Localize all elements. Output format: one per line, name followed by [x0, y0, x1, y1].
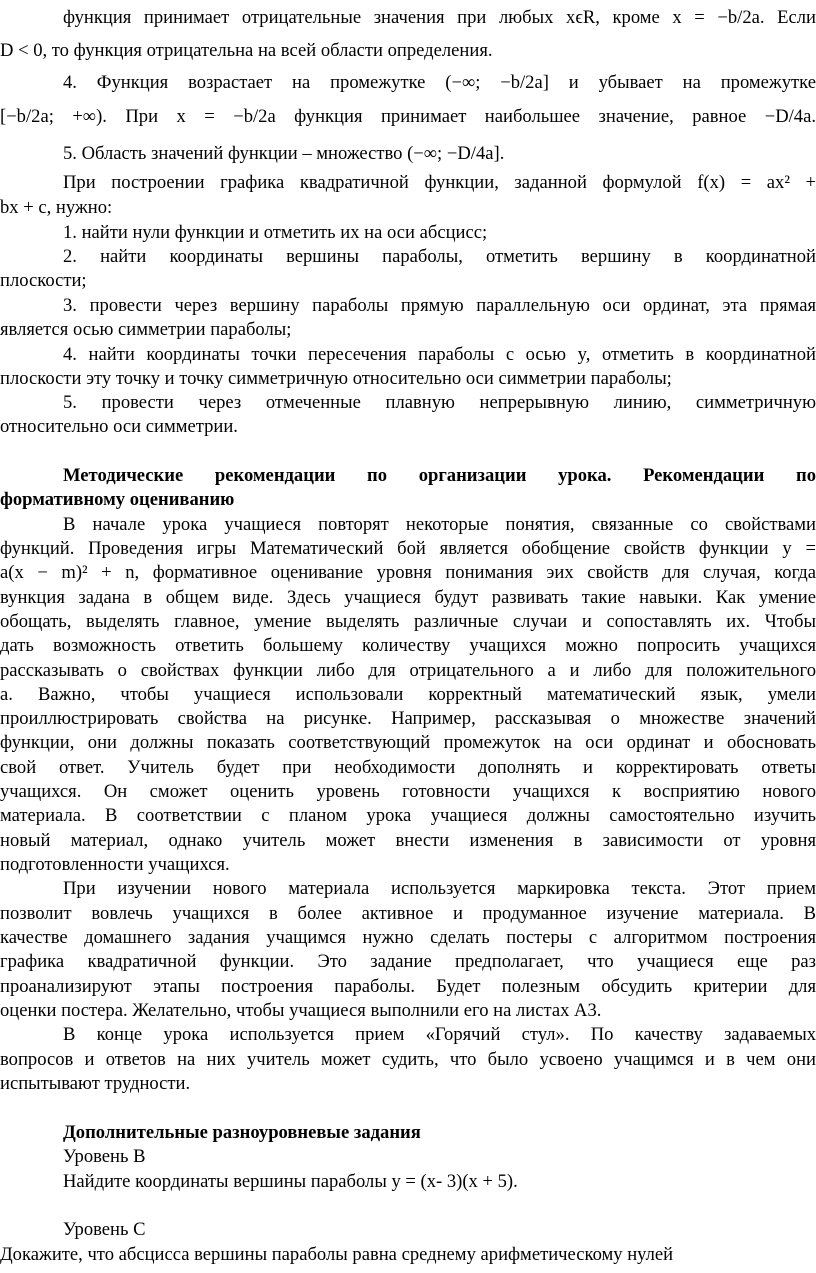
- paragraph-line: новый материал, однако учитель может внести изменения в зависимости от уровня: [0, 830, 816, 851]
- level-label: Уровень B: [63, 1146, 146, 1167]
- text-line: плоскости эту точку и точку симметричную относительно оси симметрии параболы;: [0, 368, 672, 389]
- list-item: 1. найти нули функции и отметить их на оси абсцисс;: [63, 222, 488, 243]
- paragraph-line: проанализируют этапы построения параболы. Будет полезным обсудить критерии для: [0, 976, 816, 997]
- paragraph-line: обощать, выделять главное, умение выделять различные случаи и сопоставлять их. Чтобы: [0, 611, 816, 632]
- paragraph-line: позволит вовлечь учащихся в более активное и продуманное изучение материала. В: [0, 903, 816, 924]
- paragraph-line: a(x − m)² + n, формативное оценивание уровня понимания эих свойств для случая, когда: [0, 562, 816, 583]
- text-line: 5. Область значений функции – множество (−∞; −D/4a].: [63, 143, 505, 164]
- paragraph-line: вункция задана в общем виде. Здесь учащиеся будут развивать такие навыки. Как умение: [0, 587, 816, 608]
- text-line: является осью симметрии параболы;: [0, 319, 292, 340]
- paragraph-line: В начале урока учащиеся повторят некоторые понятия, связанные со свойствами: [63, 514, 816, 535]
- list-item: 4. найти координаты точки пересечения параболы с осью y, отметить в координатной: [63, 344, 816, 365]
- paragraph-line: функции, они должны показать соответствующий промежуток на оси ординат и обосновать: [0, 732, 816, 753]
- paragraph-line: При изучении нового материала используется маркировка текста. Этот прием: [63, 878, 816, 899]
- text-line: [−b/2a; +∞). При x = −b/2a функция принимает наибольшее значение, равное −D/4a.: [0, 106, 816, 127]
- paragraph-line: В конце урока используется прием «Горячий стул». По качеству задаваемых: [63, 1024, 816, 1045]
- paragraph-line: испытывают трудности.: [0, 1073, 191, 1094]
- level-label: Уровень C: [63, 1219, 146, 1240]
- section-heading: формативному оцениванию: [0, 489, 235, 510]
- paragraph-line: вопросов и ответов на них учитель может судить, что было усвоено учащимся и в чем они: [0, 1049, 816, 1070]
- paragraph-line: a. Важно, чтобы учащиеся использовали корректный математический язык, умели: [0, 684, 816, 705]
- list-item: 3. провести через вершину параболы прямую параллельную оси ординат, эта прямая: [63, 295, 816, 316]
- text-line: При построении графика квадратичной функции, заданной формулой f(x) = ax² +: [63, 172, 816, 193]
- section-heading: Дополнительные разноуровневые задания: [63, 1122, 421, 1143]
- paragraph-line: свой ответ. Учитель будет при необходимости дополнять и корректировать ответы: [0, 757, 816, 778]
- paragraph-line: проиллюстрировать свойства на рисунке. Например, рассказывая о множестве значений: [0, 708, 816, 729]
- text-line: D < 0, то функция отрицательна на всей области определения.: [0, 40, 493, 61]
- paragraph-line: графика квадратичной функции. Это задание предполагает, что учащиеся еще раз: [0, 951, 816, 972]
- text-line: функция принимает отрицательные значения при любых xϵR, кроме x = −b/2a. Если: [63, 7, 816, 28]
- paragraph-line: материала. В соответствии с планом урока учащиеся должны самостоятельно изучить: [0, 805, 816, 826]
- paragraph-line: учащихся. Он сможет оценить уровень готовности учащихся к восприятию нового: [0, 781, 816, 802]
- list-item: 5. провести через отмеченные плавную непрерывную линию, симметричную: [63, 392, 816, 413]
- section-heading: Методические рекомендации по организации урока. Рекомендации по: [63, 465, 816, 486]
- list-item: 2. найти координаты вершины параболы, отметить вершину в координатной: [63, 246, 816, 267]
- paragraph-line: оценки постера. Желательно, чтобы учащиеся выполнили его на листах А3.: [0, 1000, 602, 1021]
- paragraph-line: подготовленности учащихся.: [0, 854, 230, 875]
- paragraph-line: рассказывать о свойствах функции либо для отрицательного a и либо для положительного: [0, 660, 816, 681]
- paragraph-line: качестве домашнего задания учащимся нужно сделать постеры с алгоритмом построения: [0, 927, 816, 948]
- paragraph-line: дать возможность ответить большему количеству учащихся можно попросить учащихся: [0, 635, 816, 656]
- task-text: Докажите, что абсцисса вершины параболы равна среднему арифметическому нулей: [0, 1244, 674, 1265]
- text-line: 4. Функция возрастает на промежутке (−∞; −b/2a] и убывает на промежутке: [63, 72, 816, 93]
- paragraph-line: функций. Проведения игры Математический бой является обобщение свойств функции y =: [0, 538, 816, 559]
- text-line: bx + c, нужно:: [0, 197, 113, 218]
- text-line: плоскости;: [0, 270, 87, 291]
- text-line: относительно оси симметрии.: [0, 416, 238, 437]
- task-text: Найдите координаты вершины параболы y = (x- 3)(x + 5).: [63, 1171, 518, 1192]
